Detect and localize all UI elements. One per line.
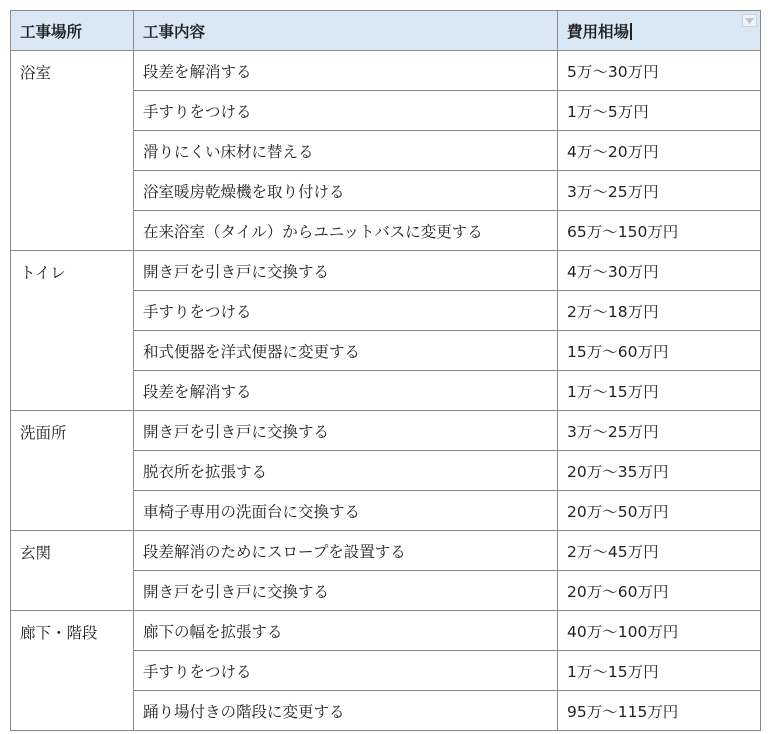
content-cell[interactable]: 手すりをつける — [134, 291, 558, 331]
table-row — [11, 611, 761, 651]
content-cell[interactable]: 踊り場付きの階段に変更する — [134, 691, 558, 731]
content-cell[interactable]: 滑りにくい床材に替える — [134, 131, 558, 171]
dropdown-arrow-icon[interactable] — [742, 14, 757, 27]
header-location[interactable] — [11, 11, 134, 51]
location-cell[interactable]: 玄関 — [11, 531, 134, 611]
header-cost[interactable] — [558, 11, 761, 51]
content-cell[interactable]: 開き戸を引き戸に交換する — [134, 571, 558, 611]
cost-cell[interactable]: 20万～60万円 — [558, 571, 761, 611]
content-cell[interactable]: 和式便器を洋式便器に変更する — [134, 331, 558, 371]
table-row — [11, 51, 761, 91]
content-cell[interactable]: 手すりをつける — [134, 651, 558, 691]
location-cell[interactable]: 洗面所 — [11, 411, 134, 531]
header-cost-label: 費用相場 — [567, 22, 630, 41]
content-cell[interactable]: 廊下の幅を拡張する — [134, 611, 558, 651]
table-row — [11, 251, 761, 291]
table-body — [11, 51, 761, 731]
location-cell[interactable]: 廊下・階段 — [11, 611, 134, 731]
cost-cell[interactable]: 1万～15万円 — [558, 371, 761, 411]
cost-cell[interactable]: 15万～60万円 — [558, 331, 761, 371]
content-cell[interactable]: 浴室暖房乾燥機を取り付ける — [134, 171, 558, 211]
cost-cell[interactable]: 40万～100万円 — [558, 611, 761, 651]
cost-cell[interactable]: 20万～50万円 — [558, 491, 761, 531]
header-content-label: 工事内容 — [143, 22, 206, 41]
cost-cell[interactable]: 3万～25万円 — [558, 171, 761, 211]
cost-cell[interactable]: 2万～18万円 — [558, 291, 761, 331]
content-cell[interactable]: 段差を解消する — [134, 371, 558, 411]
header-location-label: 工事場所 — [20, 22, 83, 41]
content-cell[interactable]: 手すりをつける — [134, 91, 558, 131]
table-row — [11, 531, 761, 571]
cost-cell[interactable]: 2万～45万円 — [558, 531, 761, 571]
content-cell[interactable]: 開き戸を引き戸に交換する — [134, 411, 558, 451]
content-cell[interactable]: 脱衣所を拡張する — [134, 451, 558, 491]
cost-cell[interactable]: 4万～20万円 — [558, 131, 761, 171]
content-cell[interactable]: 車椅子専用の洗面台に交換する — [134, 491, 558, 531]
content-cell[interactable]: 在来浴室（タイル）からユニットバスに変更する — [134, 211, 558, 251]
cost-cell[interactable]: 95万～115万円 — [558, 691, 761, 731]
header-content[interactable] — [134, 11, 558, 51]
cost-cell[interactable]: 5万～30万円 — [558, 51, 761, 91]
renovation-cost-table — [10, 10, 761, 731]
text-cursor — [630, 23, 632, 40]
location-cell[interactable]: トイレ — [11, 251, 134, 411]
cost-cell[interactable]: 3万～25万円 — [558, 411, 761, 451]
cost-cell[interactable]: 20万～35万円 — [558, 451, 761, 491]
header-row — [11, 11, 761, 51]
content-cell[interactable]: 段差解消のためにスロープを設置する — [134, 531, 558, 571]
cost-cell[interactable]: 1万～15万円 — [558, 651, 761, 691]
content-cell[interactable]: 段差を解消する — [134, 51, 558, 91]
cost-cell[interactable]: 4万～30万円 — [558, 251, 761, 291]
cost-cell[interactable]: 1万～5万円 — [558, 91, 761, 131]
content-cell[interactable]: 開き戸を引き戸に交換する — [134, 251, 558, 291]
table-row — [11, 411, 761, 451]
cost-cell[interactable]: 65万～150万円 — [558, 211, 761, 251]
location-cell[interactable]: 浴室 — [11, 51, 134, 251]
